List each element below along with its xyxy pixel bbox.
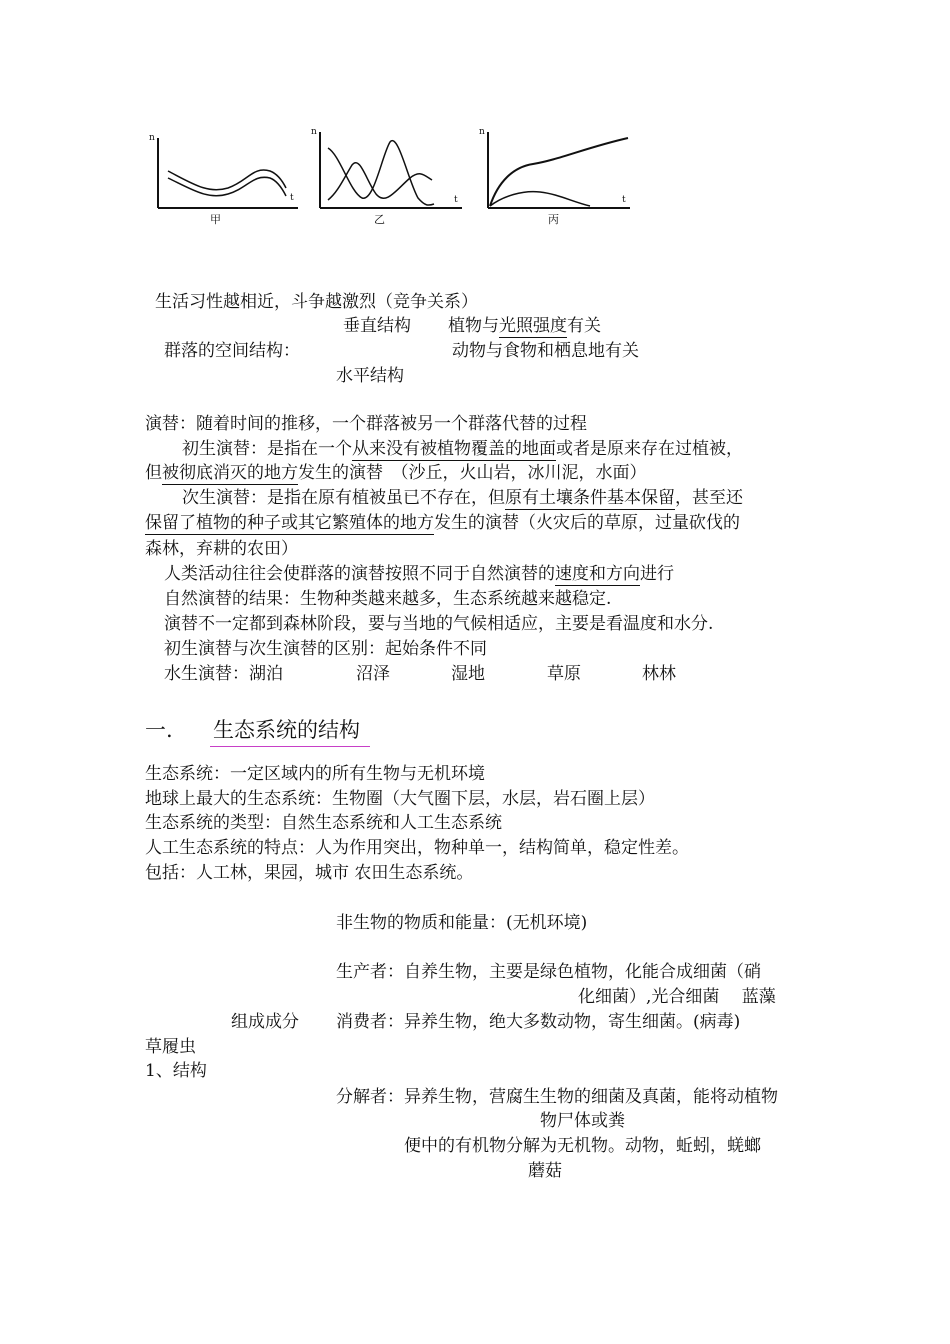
difference-line: 初生演替与次生演替的区别：起始条件不同	[164, 639, 487, 659]
ecosystem-types: 生态系统的类型：自然生态系统和人工生态系统	[145, 813, 502, 833]
vertical-structure: 垂直结构	[343, 316, 411, 336]
graph-jia-y-label: n	[149, 133, 155, 143]
aquatic-stage-swamp: 沼泽	[356, 664, 390, 684]
consumer-line: 消费者：异养生物，绝大多数动物，寄生细菌。(病毒)	[336, 1012, 741, 1032]
largest-ecosystem: 地球上最大的生态系统：生物圈（大气圈下层，水层，岩石圈上层）	[145, 789, 655, 809]
nonliving-component: 非生物的物质和能量：(无机环境)	[336, 913, 588, 933]
graph-yi-caption: 乙	[374, 213, 385, 226]
section-title: 生态系统的结构	[213, 718, 360, 742]
decomposer-line4: 蘑菇	[528, 1161, 562, 1181]
secondary-succession-line2: 保留了植物的种子或其它繁殖体的地方发生的演替（火灾后的草原，过量砍伐的	[145, 513, 740, 533]
graph-bing	[478, 122, 638, 226]
aquatic-stage-wetland: 湿地	[451, 664, 485, 684]
consumer-extra: 草履虫	[145, 1037, 196, 1057]
vertical-note: 植物与光照强度有关	[448, 316, 601, 336]
aquatic-succession-label: 水生演替：湖泊	[164, 664, 283, 684]
ecosystem-definition: 生态系统：一定区域内的所有生物与无机环境	[145, 764, 485, 784]
forest-note-line: 演替不一定都到森林阶段，要与当地的气候相适应，主要是看温度和水分.	[164, 614, 714, 634]
decomposer-line1: 分解者：异养生物，营腐生生物的细菌及真菌，能将动植物	[336, 1087, 778, 1107]
primary-succession-line2: 但被彻底消灭的地方发生的演替 （沙丘，火山岩，冰川泥，水面）	[145, 463, 647, 483]
decomposer-line2: 物尸体或粪	[540, 1111, 625, 1131]
graph-jia-caption: 甲	[210, 213, 221, 226]
graph-yi-x-label: t	[454, 195, 458, 205]
decomposer-line3: 便中的有机物分解为无机物。动物，蚯蚓，蜣螂	[404, 1136, 761, 1156]
artificial-ecosystem-examples: 包括：人工林，果园，城市 农田生态系统。	[145, 863, 474, 883]
structure-label: 1、结构	[145, 1061, 207, 1081]
graph-jia	[148, 126, 306, 226]
light-intensity-underline: 光照强度	[499, 316, 567, 336]
graph-jia-x-label: t	[290, 193, 294, 203]
section-number: 一.	[145, 718, 173, 742]
components-label: 组成成分	[231, 1012, 299, 1032]
spatial-structure-label: 群落的空间结构：	[164, 341, 300, 361]
succession-definition: 演替：随着时间的推移，一个群落被另一个群落代替的过程	[145, 414, 587, 434]
aquatic-stage-forest: 林林	[642, 664, 676, 684]
producer-line1: 生产者：自养生物，主要是绿色植物，化能合成细菌（硝	[336, 962, 761, 982]
section-title-underline	[210, 746, 370, 747]
competition-line: 生活习性越相近，斗争越激烈（竞争关系）	[155, 292, 478, 312]
graph-yi	[310, 120, 470, 226]
horizontal-note: 动物与食物和栖息地有关	[452, 341, 639, 361]
graph-bing-x-label: t	[622, 195, 626, 205]
horizontal-structure: 水平结构	[336, 366, 404, 386]
secondary-succession-line1: 次生演替：是指在原有植被虽已不存在，但原有土壤条件基本保留，甚至还	[182, 488, 743, 508]
secondary-succession-line3: 森林，弃耕的农田）	[145, 539, 298, 559]
aquatic-stage-grassland: 草原	[547, 664, 581, 684]
artificial-ecosystem-traits: 人工生态系统的特点：人为作用突出，物种单一，结构简单，稳定性差。	[145, 838, 689, 858]
human-activity-line: 人类活动往往会使群落的演替按照不同于自然演替的速度和方向进行	[164, 564, 674, 584]
natural-result-line: 自然演替的结果：生物种类越来越多，生态系统越来越稳定.	[164, 589, 612, 609]
graph-bing-caption: 丙	[548, 213, 559, 226]
primary-succession-line1: 初生演替：是指在一个从来没有被植物覆盖的地面或者是原来存在过植被，	[182, 439, 743, 459]
producer-line2: 化细菌）,光合细菌 蓝藻	[578, 987, 776, 1007]
graph-yi-y-label: n	[311, 127, 317, 137]
graph-bing-y-label: n	[479, 127, 485, 137]
